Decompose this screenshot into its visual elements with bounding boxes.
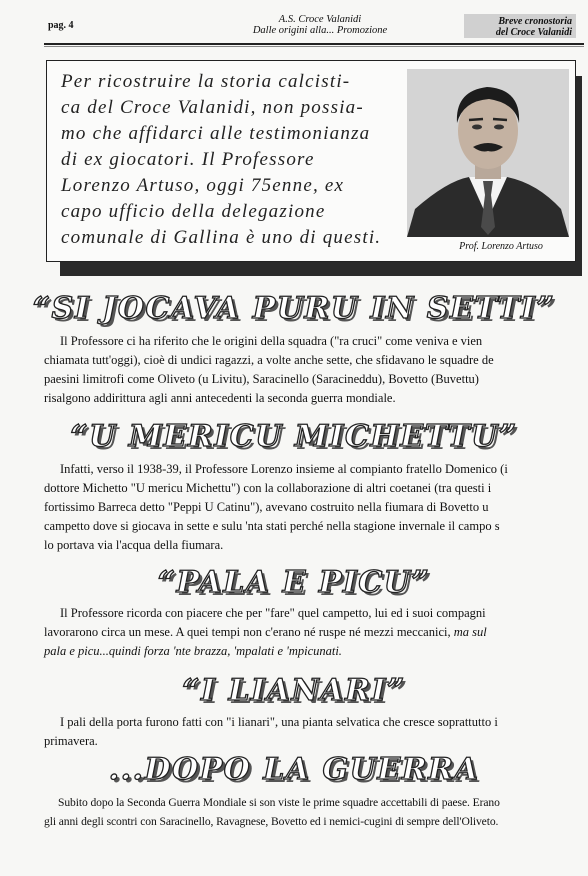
- paragraph-line: campetto dove si giocava in sette e sulu 'nta stati perché nella stagione invernale il campo s: [44, 519, 500, 533]
- paragraph-line: I pali della porta furono fatti con "i lianari", una pianta selvatica che cresce soprattutto i: [60, 715, 498, 729]
- portrait-illustration: [407, 69, 569, 237]
- paragraph-line: Subito dopo la Seconda Guerra Mondiale si son viste le prime squadre accettabili di paese. Erano: [58, 796, 500, 809]
- intro-line: comunale di Gallina è uno di questi.: [61, 227, 382, 248]
- section-title: “I LIANARI”: [182, 673, 406, 708]
- section-paragraph: [44, 332, 584, 408]
- paragraph-line: fortissimo Barreca detto "Peppi U Catinu"), avevano costruito nella fiumara di Bovetto u: [44, 500, 489, 514]
- paragraph-italic-text: ma sul: [453, 625, 487, 639]
- intro-line: Per ricostruire la storia calcisti-: [61, 71, 351, 92]
- paragraph-text: lavorarono circa un mese. A quei tempi non c'erano né ruspe né mezzi meccanici,: [44, 625, 451, 639]
- running-title-line2: Dalle origini alla... Promozione: [252, 25, 388, 36]
- portrait-photo: [407, 69, 569, 237]
- paragraph-line: Il Professore ci ha riferito che le origini della squadra ("ra cruci" come veniva e vien: [60, 334, 483, 348]
- intro-line: ca del Croce Valanidi, non possia-: [61, 97, 364, 118]
- section-title: “SI JOCAVA PURU IN SETTI”: [32, 291, 556, 326]
- paragraph-line: paesini limitrofi come Oliveto (u Livitu), Saracinello (Saracineddu), Bovetto (Buvettu): [44, 372, 479, 386]
- paragraph-line: dottore Michetto "U mericu Michettu") con la collaborazione di altri coetanei (tra questi i: [44, 481, 492, 495]
- section-paragraph: [44, 793, 584, 831]
- page-number: pag. 4: [48, 20, 74, 31]
- header-rule: [44, 43, 584, 45]
- section-paragraph: [44, 604, 584, 661]
- section-paragraph: [44, 713, 584, 751]
- section-label-line1: Breve cronostoria: [498, 16, 572, 27]
- page-header: [0, 14, 588, 42]
- paragraph-line: Infatti, verso il 1938-39, il Professore Lorenzo insieme al compianto fratello Domenico (i: [60, 462, 508, 476]
- paragraph-line: risalgono addirittura agli anni antecedenti la seconda guerra mondiale.: [44, 391, 396, 405]
- running-title-line1: A.S. Croce Valanidi: [278, 14, 362, 25]
- intro-line: di ex giocatori. Il Professore: [61, 149, 315, 170]
- section-paragraph: [44, 460, 584, 555]
- intro-line: capo ufficio della delegazione: [61, 201, 326, 222]
- paragraph-line: lo portava via l'acqua della fiumara.: [44, 538, 224, 552]
- section-title: ...DOPO LA GUERRA: [108, 752, 480, 787]
- paragraph-line: gli anni degli scontri con Saracinello, Ravagnese, Bovetto ed i nemici-cugini di sempre dell'Oliveto.: [44, 815, 499, 828]
- paragraph-line: chiamata tutt'oggi), cioè di undici ragazzi, a volte anche sette, che sfidavano le squadre de: [44, 353, 494, 367]
- running-title: [220, 14, 420, 36]
- section-title: “PALA E PICU”: [157, 565, 431, 600]
- paragraph-line: Il Professore ricorda con piacere che per "fare" quel campetto, lui ed i suoi compagni: [60, 606, 486, 620]
- photo-caption: Prof. Lorenzo Artuso: [459, 241, 543, 252]
- intro-line: Lorenzo Artuso, oggi 75enne, ex: [61, 175, 345, 196]
- header-rule-thin: [44, 46, 584, 47]
- paragraph-line: [44, 623, 584, 642]
- paragraph-line: primavera.: [44, 734, 98, 748]
- section-title: “U MERICU MICHETTU”: [70, 419, 518, 454]
- intro-text: [61, 69, 403, 251]
- intro-box: [46, 60, 576, 262]
- intro-line: mo che affidarci alle testimonianza: [61, 123, 371, 144]
- paragraph-line: pala e picu...quindi forza 'nte brazza, 'mpalati e 'mpicunati.: [44, 644, 342, 658]
- section-label-line2: del Croce Valanidi: [495, 27, 572, 38]
- section-label-box: [464, 14, 576, 38]
